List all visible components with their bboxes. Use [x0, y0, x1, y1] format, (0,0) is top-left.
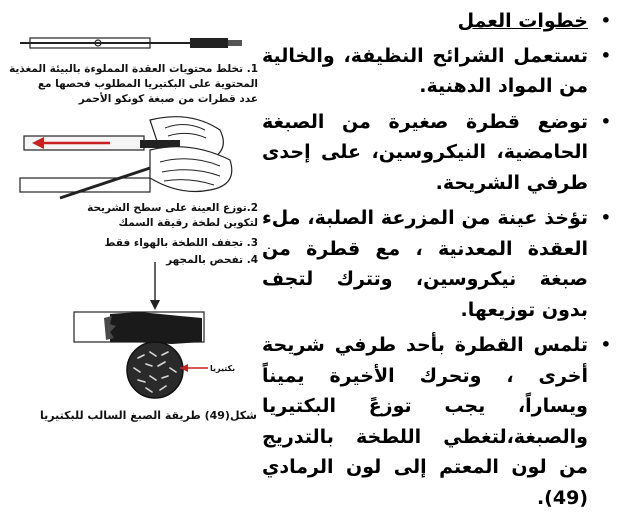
bullet-icon: •: [600, 335, 611, 354]
bullet-item: • توضع قطرة صغيرة من الصبغة الحامضية، النيكروسين، على إحدى طرفي الشريحة.: [262, 107, 614, 199]
bullet-icon: •: [600, 11, 611, 30]
bullet-list: [262, 6, 614, 513]
step-1-caption: 1. تخلط محتويات العقدة المملوءة بالبيئة المغذية المحتوية على البكتيريا المطلوب فحصها مع عدد قطرات من صبغة كونكو الأحمر: [9, 63, 258, 105]
spreading-smear-illustration: [20, 147, 232, 198]
bullet-item: • تؤخذ عينة من المزرعة الصلبة، ملء العقدة المعدنية ، مع قطرة من صبغة نيكروسين، وتترك لتجف بدون توزيعها.: [262, 203, 614, 325]
bacteria-label: بكتيريا: [210, 364, 236, 373]
text-column: [262, 6, 614, 518]
step-3-caption: 3. تجفف اللطخة بالهواء فقط: [104, 237, 258, 249]
step-2-caption: 2.توزع العينة على سطح الشريحة لتكوين لطخة رقيقة السمك: [87, 202, 258, 229]
section-title: • خطوات العمل: [262, 6, 614, 37]
figure-caption: شكل(49) طريقة الصبغ السالب للبكتيريا: [40, 409, 257, 422]
loop-and-slide-illustration: [20, 38, 242, 48]
stained-slide-illustration: [74, 312, 204, 344]
bullet-icon: •: [600, 111, 611, 131]
figure-reference: (49).: [536, 486, 588, 509]
negative-stain-figure: [0, 0, 262, 479]
microscope-field-illustration: [127, 342, 208, 398]
bullet-icon: •: [600, 208, 611, 227]
bullet-item: • تستعمل الشرائح النظيفة، والخالية من المواد الدهنية.: [262, 41, 614, 102]
step-4-caption: 4. تفحص بالمجهر: [166, 254, 258, 266]
bullet-icon: •: [600, 45, 611, 65]
down-arrow-icon: [150, 262, 160, 310]
bullet-item: • تلمس القطرة بأحد طرفي شريحة أخرى ، وتحرك الأخيرة يميناً ويساراً، يجب توزعً البكتيريا والصبغة،لتغطي اللطخة بالتدريج من لون المعتم إلى لون الرمادي (49).: [262, 330, 614, 513]
